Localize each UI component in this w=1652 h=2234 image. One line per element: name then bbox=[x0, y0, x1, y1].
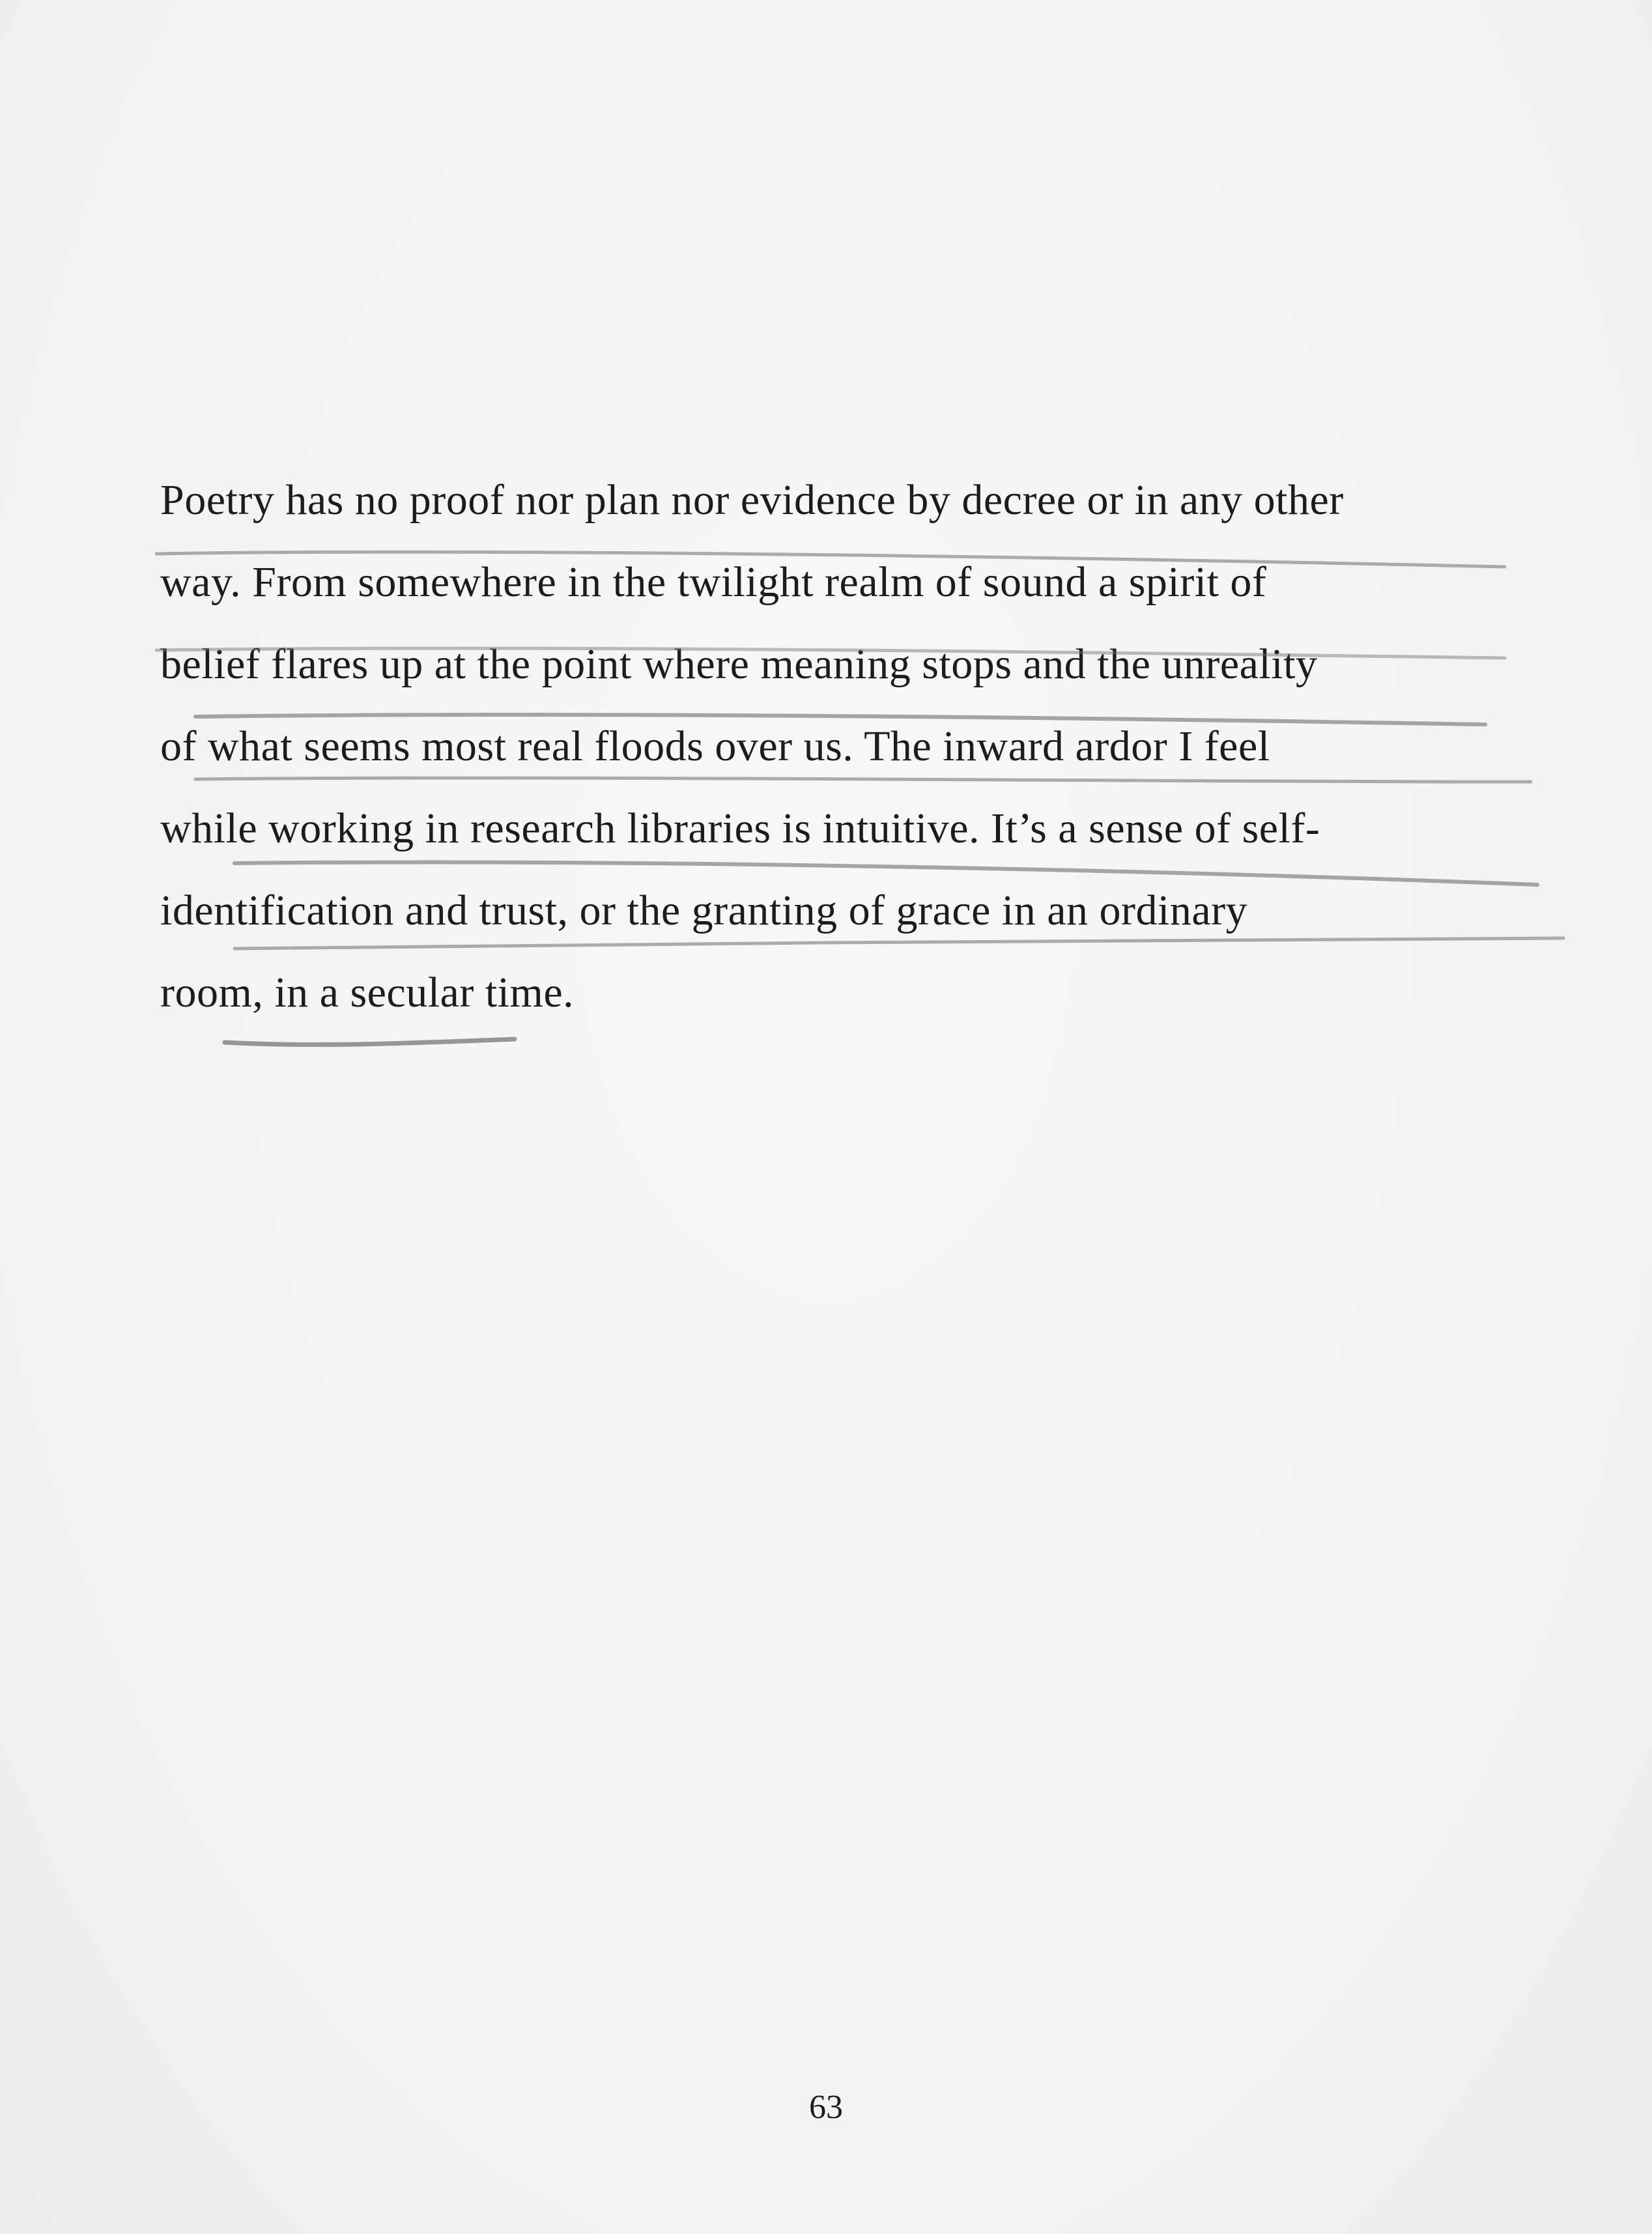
underline-line-6 bbox=[235, 938, 1563, 949]
paragraph-line-7: room, in a secular time. bbox=[160, 969, 575, 1016]
paragraph-line-5: while working in research libraries is intuitive. It’s a sense of self- bbox=[160, 805, 1320, 852]
underline-line-7 bbox=[225, 1039, 515, 1044]
page-number: 63 bbox=[809, 2089, 843, 2126]
paragraph-line-2: way. From somewhere in the twilight realm of sound a spirit of bbox=[160, 558, 1267, 606]
underline-line-5 bbox=[235, 862, 1537, 885]
paragraph-line-4: of what seems most real floods over us. The inward ardor I feel bbox=[160, 723, 1270, 770]
paragraph-line-3: belief flares up at the point where meaning stops and the unreality bbox=[160, 640, 1318, 688]
underline-line-4 bbox=[195, 778, 1531, 782]
paragraph-line-1: Poetry has no proof nor plan nor evidence by decree or in any other bbox=[160, 476, 1344, 524]
paragraph-line-6: identification and trust, or the granting of grace in an ordinary bbox=[160, 887, 1248, 934]
